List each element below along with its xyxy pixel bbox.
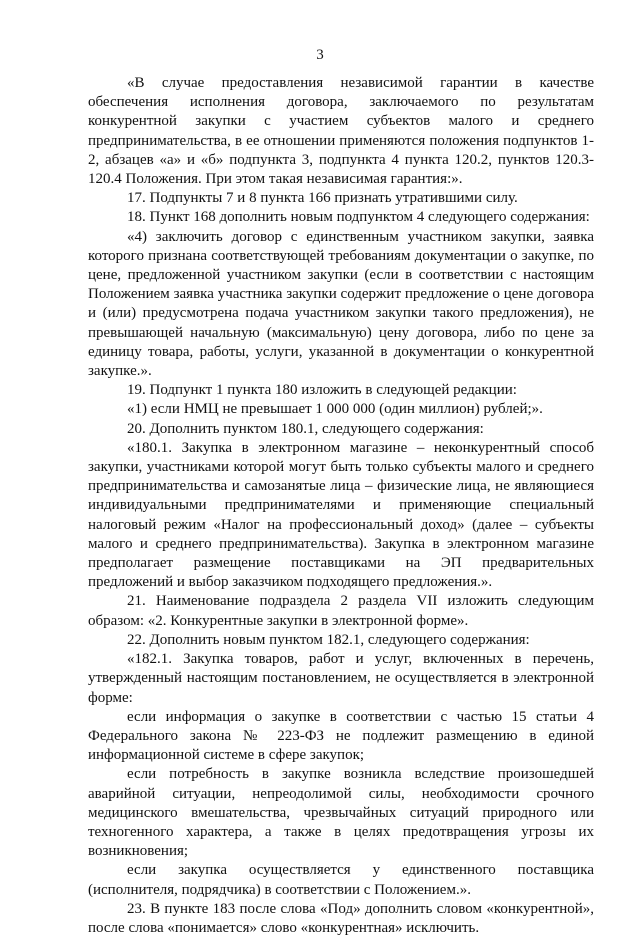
paragraph-item-18: 18. Пункт 168 дополнить новым подпунктом 4 следующего содержания: (127, 209, 590, 226)
paragraph-item-21: 21. Наименование подраздела 2 раздела VII изложить следующим образом: «2. Конкурентные закупки в электронной форме». (88, 593, 594, 629)
paragraph-item-20-text: «180.1. Закупка в электронном магазине – неконкурентный способ закупки, участниками которой могут быть только субъекты малого и среднего предпринимательства и самозанятые лица – физические лица, не являющиеся индивидуальными предпринимателями и применяющие специальный налоговый режим «Налог на профессиональный доход» (далее – субъекты малого и среднего предпринимательства). Закупка в электронном магазине предполагает размещение поставщиками на ЭП предварительных предложений и выбор заказчиком подходящего предложения.». (88, 439, 594, 591)
paragraph-item-22-case-1: если информация о закупке в соответствии с частью 15 статьи 4 Федерального закона № 223-ФЗ не подлежит размещению в единой информационной системе в сфере закупок; (88, 708, 594, 764)
paragraph-guarantee: «В случае предоставления независимой гарантии в качестве обеспечения исполнения договора, заключаемого по результатам конкурентной закупки с участием субъектов малого и среднего предпринимательства, в ее отношении применяются положения подпунктов 1-2, абзацев «а» и «б» подпункта 3, подпункта 4 пункта 120.2, пунктов 120.3-120.4 Положения. При этом такая независимая гарантия:». (88, 75, 594, 188)
paragraph-item-17: 17. Подпункты 7 и 8 пункта 166 признать утратившими силу. (127, 190, 518, 207)
paragraph-item-22-case-2: если потребность в закупке возникла вследствие произошедшей аварийной ситуации, непреодолимой силы, необходимости срочного медицинского вмешательства, чрезвычайных ситуаций природного или техногенного характера, а также в целях предотвращения угрозы их возникновения; (88, 766, 594, 860)
paragraph-item-23: 23. В пункте 183 после слова «Под» дополнить словом «конкурентной», после слова «понимается» слово «конкурентная» исключить. (88, 900, 594, 936)
paragraph-item-18-text: «4) заключить договор с единственным участником закупки, заявка которого признана соответствующей требованиям документации о закупке, по цене, предложенной участником закупки (если в соответствии с настоящим Положением заявка участника закупки содержит предложение о цене договора и (или) предусмотрена подача участником закупки такого предложения), не превышающей начальную (максимальную) цену договора, либо по цене за единицу товара, работы, услуги, указанной в документации о конкурентной закупке.». (88, 228, 594, 380)
paragraph-item-22-case-3: если закупка осуществляется у единственного поставщика (исполнителя, подрядчика) в соответствии с Положением.». (88, 862, 594, 898)
paragraph-item-19-text: «1) если НМЦ не превышает 1 000 000 (один миллион) рублей;». (127, 401, 543, 418)
paragraph-item-19: 19. Подпункт 1 пункта 180 изложить в следующей редакции: (127, 382, 517, 399)
paragraph-item-22: 22. Дополнить новым пунктом 182.1, следующего содержания: (127, 631, 530, 648)
document-body (88, 74, 594, 938)
paragraph-item-20: 20. Дополнить пунктом 180.1, следующего содержания: (127, 420, 484, 437)
page-number: 3 (316, 47, 324, 63)
paragraph-item-22-text: «182.1. Закупка товаров, работ и услуг, включенных в перечень, утвержденный настоящим постановлением, не осуществляется в электронной форме: (88, 651, 594, 706)
